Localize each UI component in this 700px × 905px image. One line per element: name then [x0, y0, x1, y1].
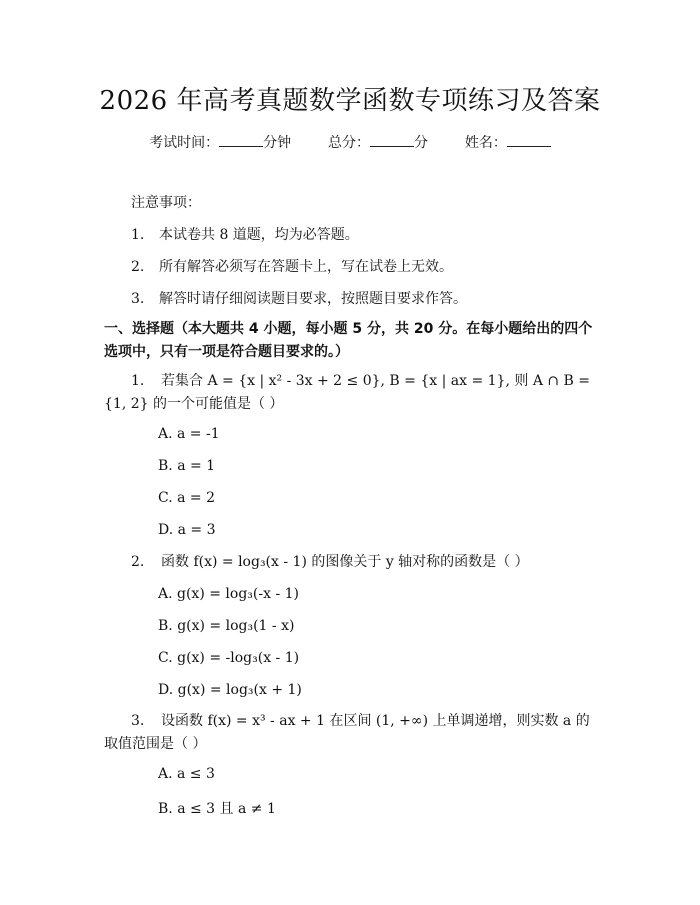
notes-heading: 注意事项： — [131, 195, 201, 211]
question-number: 2. — [131, 554, 145, 570]
question-stem: 设函数 f(x) = x³ - ax + 1 在区间 (1, +∞) 上单调递增，则实数 a 的取值范围是（ ） — [104, 713, 590, 752]
question-stem: 函数 f(x) = log₃(x - 1) 的图像关于 y 轴对称的函数是（ ） — [161, 554, 529, 570]
score-label: 总分： — [328, 135, 370, 151]
time-unit: 分钟 — [263, 135, 292, 151]
note-item — [131, 256, 453, 276]
note-number: 2. — [131, 259, 145, 275]
option-item: D. a = 3 — [158, 522, 216, 538]
name-label: 姓名： — [464, 135, 507, 151]
question-number: 1. — [131, 373, 145, 389]
time-label: 考试时间： — [149, 135, 220, 151]
note-number: 3. — [131, 291, 145, 307]
time-blank — [219, 133, 263, 147]
question-2 — [104, 551, 602, 574]
question-1 — [104, 370, 602, 416]
option-item: C. a = 2 — [158, 490, 215, 506]
option-item: B. g(x) = log₃(1 - x) — [158, 618, 295, 634]
score-blank — [370, 133, 414, 147]
question-number: 3. — [131, 713, 145, 729]
option-item: B. a = 1 — [158, 458, 216, 474]
option-item: A. a = -1 — [158, 426, 220, 442]
option-item: A. a ≤ 3 — [158, 766, 215, 782]
note-number: 1. — [131, 227, 145, 243]
option-item: A. g(x) = log₃(-x - 1) — [158, 586, 299, 602]
note-item — [131, 224, 359, 244]
option-item: D. g(x) = log₃(x + 1) — [158, 682, 302, 698]
note-text: 所有解答必须写在答题卡上，写在试卷上无效。 — [159, 259, 453, 275]
option-item: B. a ≤ 3 且 a ≠ 1 — [158, 801, 276, 817]
question-3 — [104, 710, 602, 756]
question-stem: 若集合 A = {x | x² - 3x + 2 ≤ 0}, B = {x | ax = 1}, 则 A ∩ B = {1, 2} 的一个可能值是（ ） — [104, 373, 591, 412]
exam-info — [0, 132, 700, 152]
page-title: 2026 年高考真题数学函数专项练习及答案 — [99, 86, 601, 116]
section-heading: 一、选择题（本大题共 4 小题，每小题 5 分，共 20 分。在每小题给出的四个选项中，只有一项是符合题目要求的。） — [104, 321, 593, 360]
note-item — [131, 288, 467, 308]
name-blank — [507, 133, 551, 147]
score-unit: 分 — [414, 135, 428, 151]
note-text: 本试卷共 8 道题，均为必答题。 — [159, 227, 359, 243]
note-text: 解答时请仔细阅读题目要求，按照题目要求作答。 — [159, 291, 467, 307]
option-item: C. g(x) = -log₃(x - 1) — [158, 650, 300, 666]
